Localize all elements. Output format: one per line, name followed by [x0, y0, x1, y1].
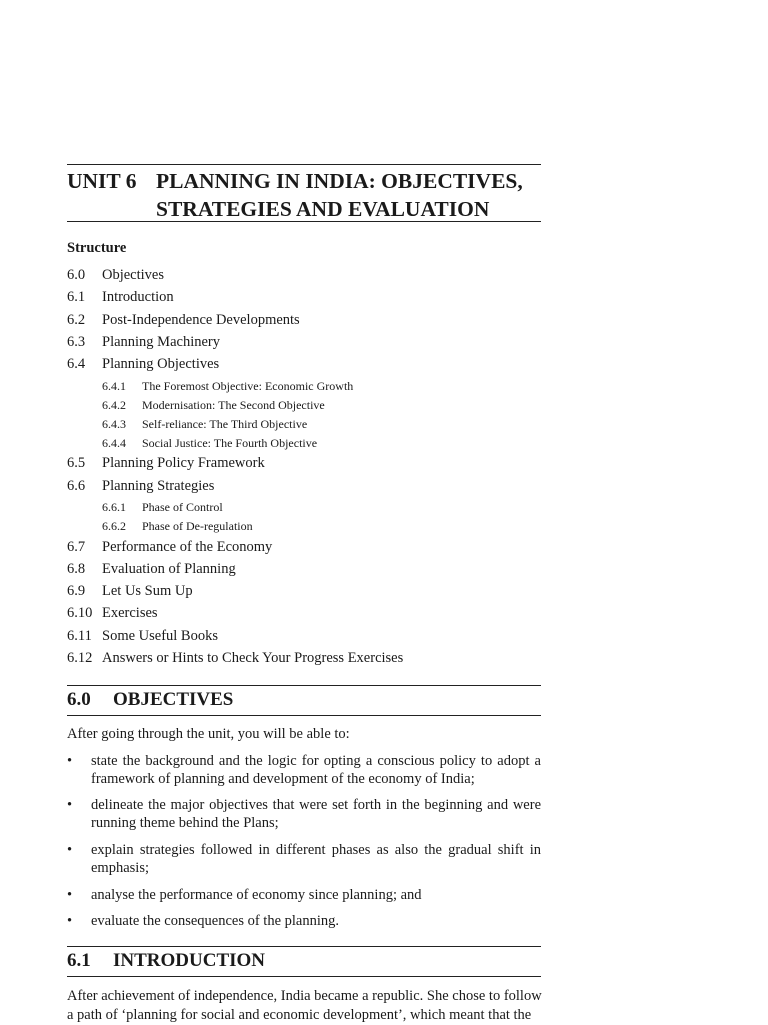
toc-number: 6.4.1 — [102, 379, 126, 393]
toc-text: Self-reliance: The Third Objective — [142, 417, 308, 431]
objective-bullet — [67, 752, 541, 790]
unit-number: UNIT 6 — [67, 169, 137, 193]
bullet-text: state the background and the logic for opting a conscious policy to adopt a framework of planning and development of the economy of India; — [91, 753, 541, 787]
toc-number: 6.4.2 — [102, 398, 126, 412]
toc-number: 6.6.1 — [102, 500, 126, 514]
toc-number: 6.10 — [67, 605, 93, 621]
title-top-rule — [67, 164, 541, 165]
bullet-marker: • — [67, 913, 73, 929]
bullet-marker: • — [67, 797, 73, 813]
toc-text: Planning Policy Framework — [102, 455, 265, 471]
toc-text: Some Useful Books — [102, 628, 218, 644]
section-title: OBJECTIVES — [113, 689, 234, 710]
toc-number: 6.4.4 — [102, 436, 126, 450]
toc-number: 6.12 — [67, 650, 93, 666]
toc-text: Objectives — [102, 267, 165, 283]
objective-bullet — [67, 912, 541, 932]
bullet-text: evaluate the consequences of the planning. — [91, 913, 340, 929]
bullet-text: analyse the performance of economy since planning; and — [91, 887, 422, 903]
unit-title-line-1: PLANNING IN INDIA: OBJECTIVES, — [156, 169, 523, 193]
toc-text: Phase of De-regulation — [142, 519, 253, 533]
introduction-top-rule — [67, 946, 541, 947]
bullet-text: explain strategies followed in different phases as also the gradual shift in emphasis; — [91, 842, 541, 876]
toc-text: Social Justice: The Fourth Objective — [142, 436, 318, 450]
toc-text: Introduction — [102, 289, 174, 305]
objective-bullet — [67, 886, 541, 906]
bullet-marker: • — [67, 887, 73, 903]
structure-heading: Structure — [67, 240, 127, 256]
toc-number: 6.9 — [67, 583, 86, 599]
toc-text: Answers or Hints to Check Your Progress Exercises — [102, 650, 404, 666]
bullet-text: delineate the major objectives that were set forth in the beginning and were running theme behind the Plans; — [91, 797, 541, 831]
section-number: 6.0 — [67, 689, 91, 710]
toc-number: 6.4 — [67, 356, 86, 372]
title-bottom-rule — [67, 221, 541, 222]
objectives-intro: After going through the unit, you will be able to: — [67, 726, 350, 742]
bullet-marker: • — [67, 842, 73, 858]
bullet-marker: • — [67, 753, 73, 769]
toc-text: Exercises — [102, 605, 158, 621]
toc-text: Post-Independence Developments — [102, 312, 300, 328]
toc-number: 6.0 — [67, 267, 86, 283]
objectives-top-rule — [67, 685, 541, 686]
toc-number: 6.1 — [67, 289, 86, 305]
toc-text: Performance of the Economy — [102, 539, 273, 555]
toc-number: 6.3 — [67, 334, 86, 350]
toc-text: Planning Machinery — [102, 334, 220, 350]
introduction-paragraph-line: After achievement of independence, India became a republic. She chose to follow — [67, 988, 542, 1004]
objectives-bottom-rule — [67, 715, 541, 716]
toc-number: 6.4.3 — [102, 417, 126, 431]
toc-text: The Foremost Objective: Economic Growth — [142, 379, 354, 393]
toc-text: Phase of Control — [142, 500, 223, 514]
toc-number: 6.6 — [67, 478, 86, 494]
toc-text: Planning Objectives — [102, 356, 220, 372]
toc-text: Let Us Sum Up — [102, 583, 193, 599]
objective-bullet — [67, 796, 541, 834]
section-number: 6.1 — [67, 950, 91, 971]
unit-title-line-2: STRATEGIES AND EVALUATION — [156, 197, 490, 221]
section-title: INTRODUCTION — [113, 950, 266, 971]
toc-number: 6.8 — [67, 561, 86, 577]
toc-text: Planning Strategies — [102, 478, 215, 494]
toc-text: Evaluation of Planning — [102, 561, 236, 577]
toc-number: 6.5 — [67, 455, 86, 471]
toc-text: Modernisation: The Second Objective — [142, 398, 325, 412]
introduction-bottom-rule — [67, 976, 541, 977]
introduction-paragraph-line: a path of ‘planning for social and economic development’, which meant that the — [67, 1007, 532, 1023]
objective-bullet — [67, 841, 541, 879]
toc-number: 6.6.2 — [102, 519, 126, 533]
toc-number: 6.2 — [67, 312, 86, 328]
toc-number: 6.7 — [67, 539, 86, 555]
toc-number: 6.11 — [67, 628, 92, 644]
